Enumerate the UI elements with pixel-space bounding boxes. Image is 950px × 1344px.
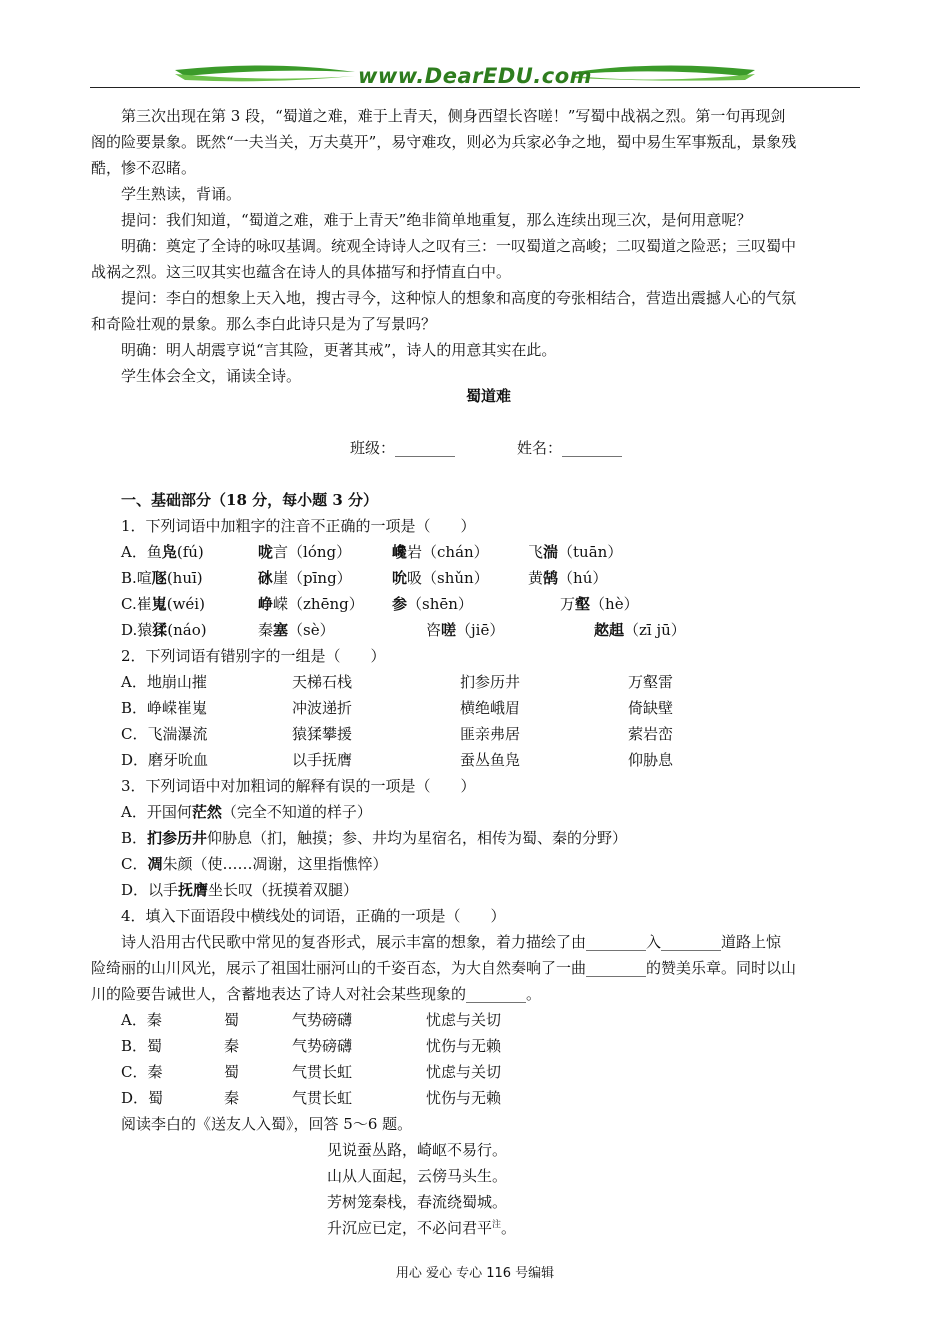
reading-intro: 阅读李白的《送友人入蜀》，回答 5～6 题。 <box>121 1115 413 1133</box>
intro-paragraph-2: 学生熟读，背诵。 <box>121 185 242 203</box>
option-text: （hè） <box>590 595 639 613</box>
question-1-option-a-3 <box>392 542 489 562</box>
intro-paragraph-1-line-3: 酷，惨不忍睹。 <box>91 159 197 177</box>
footnote-marker: 注 <box>492 1220 502 1230</box>
question-4-option-d-4: 忧伤与无赖 <box>426 1089 502 1107</box>
option-text: 万 <box>560 595 576 613</box>
question-2-row-b-3: 横绝峨眉 <box>460 699 521 717</box>
bold-char: 湍 <box>543 543 559 561</box>
bold-char: 嗟 <box>441 621 457 639</box>
option-text: 飞 <box>528 543 544 561</box>
question-4-option-a-2: 蜀 <box>224 1011 240 1029</box>
site-logo[interactable]: www.DearEDU.com <box>357 64 593 88</box>
option-text: （shēn） <box>407 595 473 613</box>
question-2-row-a-1: A．地崩山摧 <box>121 673 207 691</box>
question-4-stem: 4．填入下面语段中横线处的词语，正确的一项是（ ） <box>121 907 506 925</box>
worksheet-title: 蜀道难 <box>466 387 512 405</box>
question-4-option-c-2: 蜀 <box>224 1063 240 1081</box>
question-3-option-a <box>121 802 372 822</box>
option-text: 秦 <box>258 621 274 639</box>
intro-answer-2: 明确：明人胡震亨说“言其险，更著其戒”，诗人的用意其实在此。 <box>121 341 557 359</box>
question-4-option-b-3: 气势磅礴 <box>292 1037 353 1055</box>
option-text: 崖（pīng） <box>273 569 352 587</box>
question-4-option-d-1: D．蜀 <box>121 1089 164 1107</box>
option-text: (wéi) <box>166 595 205 613</box>
question-2-row-b-4: 倚缺壁 <box>628 699 674 717</box>
bold-word: 凋 <box>147 855 163 873</box>
poem-text: 升沉应已定，不必问君平 <box>327 1219 493 1237</box>
question-1-stem: 1．下列词语中加粗字的注音不正确的一项是（ ） <box>121 517 476 535</box>
question-4-passage-line-3: 川的险要告诫世人，含蓄地表达了诗人对社会某些现象的________。 <box>91 985 542 1003</box>
option-text: 言（lóng） <box>273 543 352 561</box>
option-text: (náo) <box>167 621 207 639</box>
option-text: B． <box>121 829 148 847</box>
option-text: 岩（chán） <box>407 543 489 561</box>
option-text: (huī) <box>166 569 203 587</box>
question-3-option-b <box>121 828 627 848</box>
option-text: C.崔 <box>121 595 152 613</box>
bold-char: 巉 <box>392 543 408 561</box>
intro-question-1: 提问：我们知道，“蜀道之难，难于上青天”绝非简单地重复，那么连续出现三次，是何用意呢？ <box>121 211 752 229</box>
question-2-row-c-1: C．飞湍瀑流 <box>121 725 208 743</box>
page-footer: 用心 爱心 专心 116 号编辑 <box>395 1266 555 1281</box>
bold-char: 猱 <box>152 621 168 639</box>
question-1-option-a <box>121 542 204 562</box>
option-text: A．开国何 <box>121 803 192 821</box>
question-1-option-d <box>121 620 207 640</box>
option-text: 坐长叹（抚摸着双腿） <box>208 881 359 899</box>
option-text: D.猿 <box>121 621 153 639</box>
question-2-row-d-3: 蚕丛鱼凫 <box>460 751 521 769</box>
question-1-option-c-2 <box>258 594 364 614</box>
poem-line-2: 山从人面起，云傍马头生。 <box>327 1167 508 1185</box>
poem-line-3: 芳树笼秦栈，春流绕蜀城。 <box>327 1193 508 1211</box>
question-2-row-b-1: B．峥嵘崔嵬 <box>121 699 208 717</box>
bold-char: 塞 <box>273 621 289 639</box>
bold-char: 嵬 <box>151 595 167 613</box>
question-4-passage-line-2: 险绮丽的山川风光，展示了祖国壮丽河山的千姿百态，为大自然奏响了一曲________的赞美乐章。同时以山 <box>91 959 797 977</box>
question-4-option-a-1: A．秦 <box>121 1011 162 1029</box>
poem-line-4 <box>327 1218 516 1238</box>
bold-char: 豗 <box>151 569 167 587</box>
question-1-option-a-4 <box>528 542 622 562</box>
question-2-row-c-3: 匪亲弗居 <box>460 725 521 743</box>
question-4-option-d-2: 秦 <box>224 1089 240 1107</box>
question-4-option-b-1: B．蜀 <box>121 1037 163 1055</box>
bold-char: 咙 <box>258 543 274 561</box>
question-1-option-c <box>121 594 205 614</box>
question-1-option-b-3 <box>392 568 489 588</box>
name-field: 姓名：________ <box>517 439 623 457</box>
option-text: （完全不知道的样子） <box>221 803 372 821</box>
bold-char: 壑 <box>575 595 591 613</box>
option-text: 黄 <box>528 569 544 587</box>
question-2-row-b-2: 冲波递折 <box>292 699 353 717</box>
bold-char: 砯 <box>258 569 274 587</box>
question-1-option-b <box>121 568 203 588</box>
header-rule <box>90 87 860 88</box>
site-header <box>90 60 860 94</box>
poem-line-1: 见说蚕丛路，崎岖不易行。 <box>327 1141 508 1159</box>
question-2-stem: 2．下列词语有错别字的一组是（ ） <box>121 647 386 665</box>
question-1-option-c-4 <box>560 594 639 614</box>
question-4-option-c-4: 忧虑与关切 <box>426 1063 502 1081</box>
question-4-option-b-2: 秦 <box>224 1037 240 1055</box>
question-2-row-d-1: D．磨牙吮血 <box>121 751 209 769</box>
option-text: 嵘（zhēng） <box>273 595 364 613</box>
option-text: A．鱼 <box>121 543 162 561</box>
question-1-option-d-3 <box>426 620 504 640</box>
intro-paragraph-1-line-1: 第三次出现在第 3 段，“蜀道之难，难于上青天，侧身西望长咨嗟！”写蜀中战祸之烈。第一句再现剑 <box>121 107 786 125</box>
question-2-row-d-4: 仰胁息 <box>628 751 674 769</box>
bold-char: 参 <box>392 595 408 613</box>
option-text: （jiē） <box>456 621 505 639</box>
intro-answer-1-line-2: 战祸之烈。这三叹其实也蕴含在诗人的具体描写和抒情直白中。 <box>91 263 512 281</box>
question-4-passage-line-1: 诗人沿用古代民歌中常见的复沓形式，展示丰富的想象，着力描绘了由________入________道路上惊 <box>121 933 782 951</box>
option-text: B.喧 <box>121 569 152 587</box>
intro-answer-1-line-1: 明确：奠定了全诗的咏叹基调。统观全诗诗人之叹有三：一叹蜀道之高峻；二叹蜀道之险恶；三叹蜀中 <box>121 237 797 255</box>
question-3-option-d <box>121 880 358 900</box>
option-text: 咨 <box>426 621 442 639</box>
question-2-row-c-4: 萦岩峦 <box>628 725 674 743</box>
intro-question-2-line-1: 提问：李白的想象上天入地，搜古寻今，这种惊人的想象和高度的夸张相结合，营造出震撼人心的气氛 <box>121 289 797 307</box>
section-heading: 一、基础部分（18 分，每小题 3 分） <box>121 491 378 509</box>
intro-paragraph-7: 学生体会全文，诵读全诗。 <box>121 367 302 385</box>
question-1-option-c-3 <box>392 594 473 614</box>
question-2-row-c-2: 猿猱攀援 <box>292 725 353 743</box>
option-text: （zī jū） <box>624 621 686 639</box>
bold-char: 趑趄 <box>594 621 625 639</box>
bold-char: 吮 <box>392 569 408 587</box>
question-4-option-c-1: C．秦 <box>121 1063 163 1081</box>
option-text: 朱颜（使……凋谢，这里指憔悴） <box>162 855 388 873</box>
question-1-option-b-2 <box>258 568 352 588</box>
question-2-row-d-2: 以手抚膺 <box>292 751 353 769</box>
question-4-option-a-3: 气势磅礴 <box>292 1011 353 1029</box>
question-3-option-c <box>121 854 388 874</box>
bold-word: 扪参历井 <box>147 829 208 847</box>
option-text: （hú） <box>558 569 608 587</box>
question-2-row-a-3: 扪参历井 <box>460 673 521 691</box>
option-text: (fú) <box>176 543 204 561</box>
class-field: 班级：________ <box>350 439 456 457</box>
bold-word: 抚膺 <box>178 881 209 899</box>
question-1-option-b-4 <box>528 568 607 588</box>
question-2-row-a-2: 天梯石栈 <box>292 673 353 691</box>
bold-char: 鹄 <box>543 569 559 587</box>
option-text: （sè） <box>288 621 335 639</box>
question-4-option-a-4: 忧虑与关切 <box>426 1011 502 1029</box>
question-2-row-a-4: 万壑雷 <box>628 673 674 691</box>
question-4-option-c-3: 气贯长虹 <box>292 1063 353 1081</box>
question-1-option-d-4 <box>594 620 686 640</box>
poem-text: 。 <box>501 1219 517 1237</box>
question-1-option-a-2 <box>258 542 351 562</box>
option-text: 仰胁息（扪，触摸；参、井均为星宿名，相传为蜀、秦的分野） <box>207 829 628 847</box>
intro-question-2-line-2: 和奇险壮观的景象。那么李白此诗只是为了写景吗？ <box>91 315 437 333</box>
question-1-option-d-2 <box>258 620 335 640</box>
option-text: （tuān） <box>558 543 623 561</box>
question-4-option-d-3: 气贯长虹 <box>292 1089 353 1107</box>
option-text: D．以手 <box>121 881 179 899</box>
bold-word: 茫然 <box>191 803 222 821</box>
option-text: 吸（shǔn） <box>407 569 489 587</box>
option-text: C． <box>121 855 148 873</box>
intro-paragraph-1-line-2: 阁的险要景象。既然“一夫当关，万夫莫开”，易守难攻，则必为兵家必争之地，蜀中易生军事叛乱，景象残 <box>91 133 797 151</box>
bold-char: 凫 <box>161 543 177 561</box>
bold-char: 峥 <box>258 595 274 613</box>
question-4-option-b-4: 忧伤与无赖 <box>426 1037 502 1055</box>
question-3-stem: 3．下列词语中对加粗词的解释有误的一项是（ ） <box>121 777 476 795</box>
